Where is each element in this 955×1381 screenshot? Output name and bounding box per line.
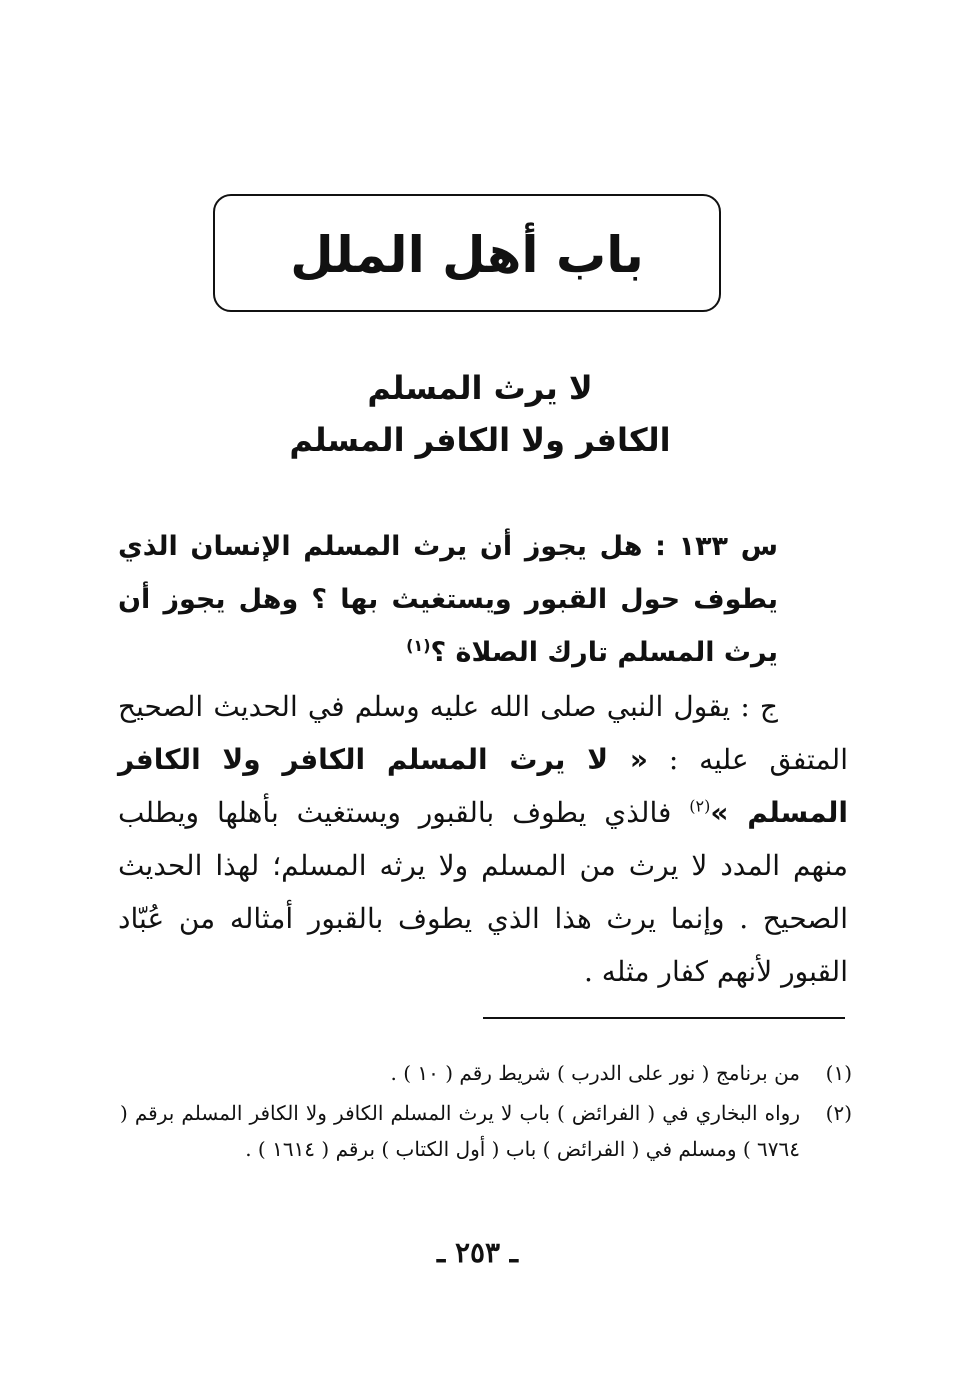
answer-paragraph xyxy=(118,680,848,998)
footnote-ref-1: (١) xyxy=(406,636,431,655)
section-title-line-2: الكافر ولا الكافر المسلم xyxy=(289,421,671,459)
footnote-1-text: من برنامج ( نور على الدرب ) شريط رقم ( ١٠ ) . xyxy=(390,1061,800,1085)
footnote-1 xyxy=(150,1055,850,1091)
answer-intro: ج : يقول النبي صلى الله عليه وسلم في الحديث الصحيح المتفق عليه : xyxy=(118,690,848,776)
hadith-quote: « لا يرث المسلم الكافر ولا الكافر المسلم » xyxy=(118,743,848,829)
footnote-ref-2: (٢) xyxy=(689,796,711,816)
page-number: ـ ٢٥٣ ـ xyxy=(436,1236,519,1269)
footnote-1-number: (١) xyxy=(825,1061,852,1085)
footnote-2-number: (٢) xyxy=(825,1101,852,1125)
section-title-line-1: لا يرث المسلم xyxy=(367,369,593,407)
question-paragraph xyxy=(118,520,778,679)
footnote-2-text: رواه البخاري في ( الفرائض ) باب لا يرث المسلم الكافر ولا الكافر المسلم برقم ( ٦٧٦٤ ) ومسلم في ( الفرائض ) باب ( أول الكتاب ) برقم ( ١٦١٤ ) . xyxy=(120,1101,800,1161)
answer-body: فالذي يطوف بالقبور ويستغيث بأهلها ويطلب منهم المدد لا يرث من المسلم ولا يرثه المسلم؛ لهذا الحديث الصحيح . وإنما يرث هذا الذي يطوف بالقبور أمثاله من عُبّاد القبور لأنهم كفار مثله . xyxy=(118,796,848,988)
footnote-divider xyxy=(483,1017,845,1019)
chapter-title-box xyxy=(213,194,721,312)
footnote-2 xyxy=(120,1095,850,1167)
chapter-title: باب أهل الملل xyxy=(290,226,644,284)
question-text: س ١٣٣ : هل يجوز أن يرث المسلم الإنسان الذي يطوف حول القبور ويستغيث بها ؟ وهل يجوز أن يرث المسلم تارك الصلاة ؟ xyxy=(118,531,778,668)
